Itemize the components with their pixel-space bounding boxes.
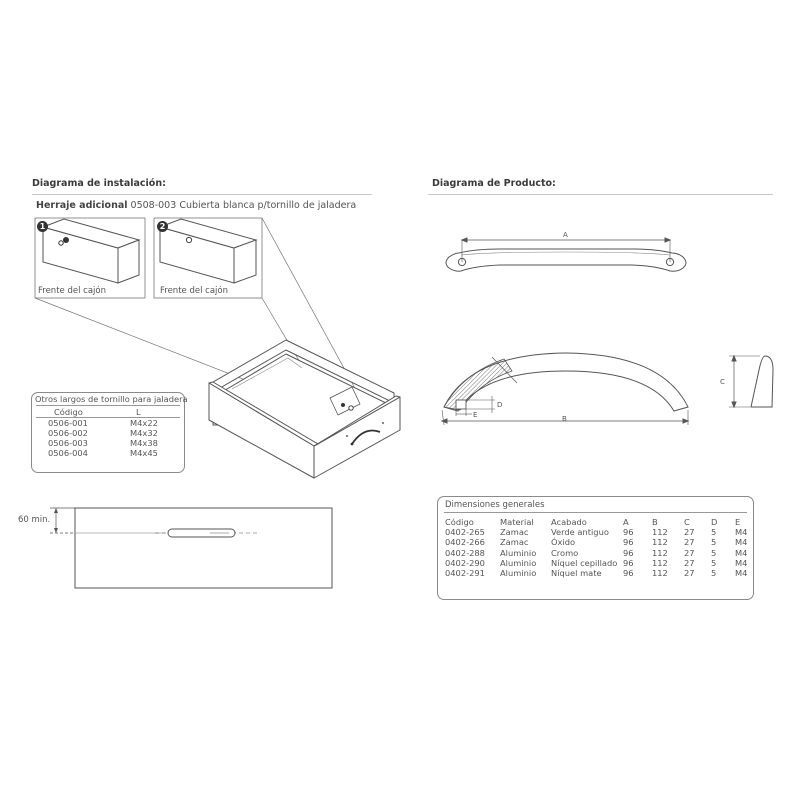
table-header-row [445, 517, 747, 527]
product-divider [428, 194, 773, 195]
cell-a: 96 [623, 547, 634, 558]
dimensions-table-box [437, 496, 754, 600]
table-row [445, 568, 747, 578]
cell-codigo: 0402-288 [445, 547, 485, 558]
cell-c: 27 [684, 537, 695, 548]
dim-c-label: C [720, 378, 725, 386]
additional-hardware-desc: Cubierta blanca p/tornillo de jaladera [179, 200, 357, 211]
table-row [48, 448, 158, 458]
cell-acabado: Cromo [551, 547, 579, 558]
cell-e: M4 [735, 527, 748, 538]
screw-length: M4x22 [130, 418, 158, 428]
header-l: L [136, 407, 141, 417]
step1-badge: 1 [37, 221, 48, 232]
cell-codigo: 0402-266 [445, 537, 485, 548]
screw-table-title: Otros largos de tornillo para jaladera [35, 394, 188, 404]
min-height-label: 60 min. [18, 515, 51, 525]
dim-a-label: A [563, 231, 568, 239]
cell-codigo: 0402-265 [445, 527, 485, 538]
screw-length: M4x38 [130, 438, 158, 448]
cell-acabado: Níquel mate [551, 568, 602, 579]
screw-code: 0506-003 [48, 438, 88, 448]
cell-acabado: Óxido [551, 537, 576, 548]
cell-c: 27 [684, 557, 695, 568]
table-row [48, 438, 158, 448]
cell-material: Zamac [500, 537, 529, 548]
cell-acabado: Verde antiguo [551, 527, 609, 538]
cell-e: M4 [735, 547, 748, 558]
screw-hole-icon [186, 237, 191, 242]
header-d: D [711, 517, 718, 527]
step2-badge: 2 [157, 221, 168, 232]
cell-d: 5 [711, 547, 717, 558]
step2-caption: Frente del cajón [160, 286, 228, 296]
header-e: E [735, 517, 741, 527]
cell-b: 112 [652, 568, 668, 579]
additional-hardware-label: Herraje adicional [36, 200, 128, 211]
handle-profile-view [729, 356, 773, 407]
screw-table-rule [36, 405, 180, 406]
cell-material: Aluminio [500, 557, 537, 568]
screw-length: M4x45 [130, 448, 158, 458]
dim-d-label: D [497, 401, 503, 409]
table-row [48, 428, 158, 438]
header-material: Material [500, 517, 534, 527]
table-row [445, 548, 747, 558]
cell-d: 5 [711, 568, 717, 579]
screw-table [54, 407, 141, 417]
table-row [48, 418, 158, 428]
cell-b: 112 [652, 537, 668, 548]
cell-b: 112 [652, 557, 668, 568]
cell-c: 27 [684, 568, 695, 579]
cell-b: 112 [652, 547, 668, 558]
additional-hardware-line [36, 200, 356, 211]
header-a: A [623, 517, 629, 527]
table-row [445, 527, 747, 537]
drawer-front-elevation [50, 508, 332, 588]
cell-b: 112 [652, 527, 668, 538]
screw-code: 0506-004 [48, 448, 88, 458]
dim-b-label: B [562, 415, 567, 423]
cell-material: Zamac [500, 527, 529, 538]
cell-e: M4 [735, 557, 748, 568]
drawer-drawing [209, 340, 400, 478]
installation-title: Diagrama de instalación: [32, 178, 166, 189]
cell-c: 27 [684, 527, 695, 538]
header-acabado: Acabado [551, 517, 587, 527]
cell-e: M4 [735, 568, 748, 579]
screw-length: M4x32 [130, 428, 158, 438]
cell-codigo: 0402-291 [445, 568, 485, 579]
screw-table-body [48, 418, 158, 458]
table-header-row [54, 407, 141, 417]
cell-a: 96 [623, 527, 634, 538]
cell-material: Aluminio [500, 547, 537, 558]
step1-caption: Frente del cajón [38, 286, 106, 296]
cell-codigo: 0402-290 [445, 557, 485, 568]
cell-a: 96 [623, 557, 634, 568]
header-codigo: Código [54, 407, 83, 417]
screw-length-table [31, 392, 188, 473]
screw-code: 0506-002 [48, 428, 88, 438]
header-codigo: Código [445, 517, 474, 527]
installation-divider [32, 194, 372, 195]
header-c: C [684, 517, 690, 527]
cell-d: 5 [711, 557, 717, 568]
cell-e: M4 [735, 537, 748, 548]
header-b: B [652, 517, 658, 527]
screw-code: 0506-001 [48, 418, 88, 428]
table-row [445, 537, 747, 547]
cell-d: 5 [711, 537, 717, 548]
cell-d: 5 [711, 527, 717, 538]
additional-hardware-code: 0508-003 [130, 200, 177, 211]
handle-top-view [446, 238, 686, 271]
dimensions-title-rule [444, 512, 747, 513]
cell-a: 96 [623, 568, 634, 579]
cell-a: 96 [623, 537, 634, 548]
product-title: Diagrama de Producto: [432, 178, 556, 189]
dim-e-label: E [473, 411, 478, 419]
dimensions-title: Dimensiones generales [445, 500, 545, 510]
cell-material: Aluminio [500, 568, 537, 579]
cell-c: 27 [684, 547, 695, 558]
cell-acabado: Níquel cepillado [551, 557, 618, 568]
table-row [445, 558, 747, 568]
dimensions-table [445, 517, 747, 578]
